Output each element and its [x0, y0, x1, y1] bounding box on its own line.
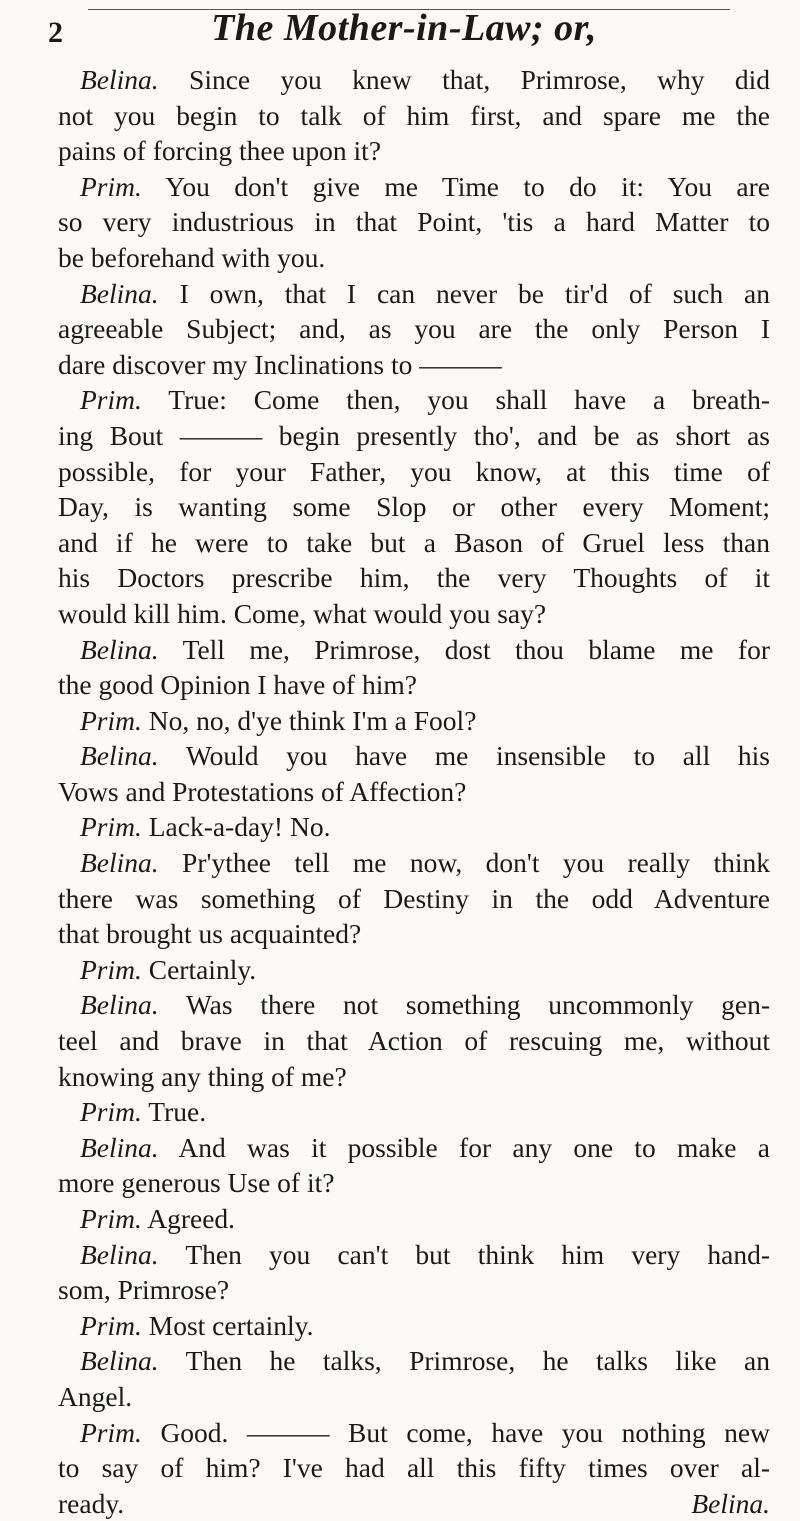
catchword: Belina.	[691, 1487, 770, 1519]
speaker-name: Prim.	[80, 811, 142, 843]
text-line	[58, 952, 770, 988]
text-line	[58, 1130, 770, 1166]
line-text: more generous Use of it?	[58, 1167, 335, 1199]
text-line	[58, 1415, 770, 1451]
text-line	[58, 276, 770, 312]
text-line	[58, 1094, 770, 1130]
line-text: dare discover my Inclinations to ———	[58, 348, 502, 380]
speaker-name: Prim.	[80, 1416, 142, 1448]
speaker-name: Belina.	[80, 277, 159, 309]
text-line	[58, 1379, 770, 1415]
text-line	[58, 809, 770, 845]
line-text: Lack-a-day! No.	[148, 811, 331, 843]
speaker-name: Prim.	[80, 1309, 142, 1341]
line-text: Would you have me insensible to all his	[185, 740, 770, 772]
text-line	[58, 347, 770, 383]
line-text: Good. ——— But come, have you nothing new	[160, 1416, 770, 1448]
text-line	[58, 596, 770, 632]
text-line	[58, 1165, 770, 1201]
line-text: ready.	[58, 1487, 125, 1519]
speaker-name: Belina.	[80, 64, 159, 95]
text-line	[58, 560, 770, 596]
page-number: 2	[48, 16, 63, 49]
line-text: I own, that I can never be tir'd of such an	[179, 277, 771, 309]
line-text: True.	[148, 1096, 207, 1128]
line-text: agreeable Subject; and, as you are the only Person I	[58, 313, 770, 345]
line-text: possible, for your Father, you know, at this time of	[58, 455, 770, 487]
text-line	[58, 454, 770, 490]
text-line	[58, 133, 770, 169]
text-line	[58, 1237, 770, 1273]
speaker-name: Belina.	[80, 1131, 159, 1163]
speaker-name: Belina.	[80, 1345, 159, 1377]
text-line	[58, 774, 770, 810]
line-text: Certainly.	[148, 953, 257, 985]
line-text: And was it possible for any one to make a	[178, 1131, 770, 1163]
line-text: Was there not something uncommonly gen-	[185, 989, 770, 1021]
speaker-name: Belina.	[80, 847, 159, 879]
text-line	[58, 382, 770, 418]
speaker-name: Prim.	[80, 953, 142, 985]
line-text: Then he talks, Primrose, he talks like an	[185, 1345, 770, 1377]
text-line	[58, 1272, 770, 1308]
text-line	[58, 1201, 770, 1237]
text-line	[58, 881, 770, 917]
line-text: You don't give me Time to do it: You are	[165, 170, 770, 202]
line-text: som, Primrose?	[58, 1274, 230, 1306]
line-text: that brought us acquainted?	[58, 918, 362, 950]
line-text: his Doctors prescribe him, the very Thoughts of it	[58, 562, 770, 594]
running-header	[48, 6, 760, 56]
line-text: Agreed.	[147, 1203, 236, 1234]
line-text: ing Bout ——— begin presently tho', and be as short as	[58, 419, 770, 451]
speaker-name: Belina.	[80, 633, 159, 665]
text-line	[58, 489, 770, 525]
speaker-name: Prim.	[80, 704, 142, 736]
line-text: No, no, d'ye think I'm a Fool?	[148, 704, 477, 736]
text-line	[58, 738, 770, 774]
line-text: Angel.	[58, 1380, 133, 1412]
text-line	[58, 525, 770, 561]
text-line	[58, 1023, 770, 1059]
text-line	[58, 98, 770, 134]
line-text: to say of him? I've had all this fifty times over al-	[58, 1452, 770, 1484]
text-line	[58, 1450, 770, 1486]
text-line	[58, 632, 770, 668]
speaker-name: Prim.	[80, 1203, 142, 1234]
line-text: Tell me, Primrose, dost thou blame me for	[182, 633, 770, 665]
text-line	[58, 418, 770, 454]
line-text: Pr'ythee tell me now, don't you really think	[182, 847, 771, 879]
speaker-name: Prim.	[80, 170, 142, 202]
speaker-name: Belina.	[80, 740, 159, 772]
line-text: pains of forcing thee upon it?	[58, 135, 382, 167]
text-line	[58, 916, 770, 952]
line-text: True: Come then, you shall have a breath-	[168, 384, 770, 416]
line-text: so very industrious in that Point, 'tis a hard Matter to	[58, 206, 770, 238]
line-text: and if he were to take but a Bason of Gruel less than	[58, 526, 770, 558]
line-text: Since you knew that, Primrose, why did	[189, 64, 770, 95]
line-text: knowing any thing of me?	[58, 1060, 347, 1092]
line-text: Then you can't but think him very hand-	[185, 1238, 770, 1270]
text-line	[58, 62, 770, 98]
line-text: the good Opinion I have of him?	[58, 669, 417, 701]
text-line	[58, 240, 770, 276]
line-text: be beforehand with you.	[58, 241, 326, 273]
text-line	[58, 987, 770, 1023]
text-line	[58, 204, 770, 240]
text-line	[58, 1059, 770, 1095]
speaker-name: Prim.	[80, 1096, 142, 1128]
speaker-name: Prim.	[80, 384, 142, 416]
text-line	[58, 1308, 770, 1344]
text-line	[58, 703, 770, 739]
text-line	[58, 667, 770, 703]
running-title: The Mother-in-Law; or,	[211, 7, 597, 49]
line-text: teel and brave in that Action of rescuing me, without	[58, 1025, 770, 1057]
line-text: Day, is wanting some Slop or other every Moment;	[58, 491, 770, 523]
text-line	[58, 169, 770, 205]
line-text: would kill him. Come, what would you say?	[58, 597, 547, 629]
dialogue-text	[58, 62, 770, 1521]
text-line	[58, 845, 770, 881]
line-text: Most certainly.	[148, 1309, 314, 1341]
text-line	[58, 311, 770, 347]
text-line	[58, 1343, 770, 1379]
final-line	[58, 1486, 770, 1521]
line-text: Vows and Protestations of Affection?	[58, 775, 467, 807]
speaker-name: Belina.	[80, 1238, 159, 1270]
line-text: not you begin to talk of him first, and spare me the	[58, 99, 770, 131]
speaker-name: Belina.	[80, 989, 159, 1021]
line-text: there was something of Destiny in the odd Adventure	[58, 882, 770, 914]
